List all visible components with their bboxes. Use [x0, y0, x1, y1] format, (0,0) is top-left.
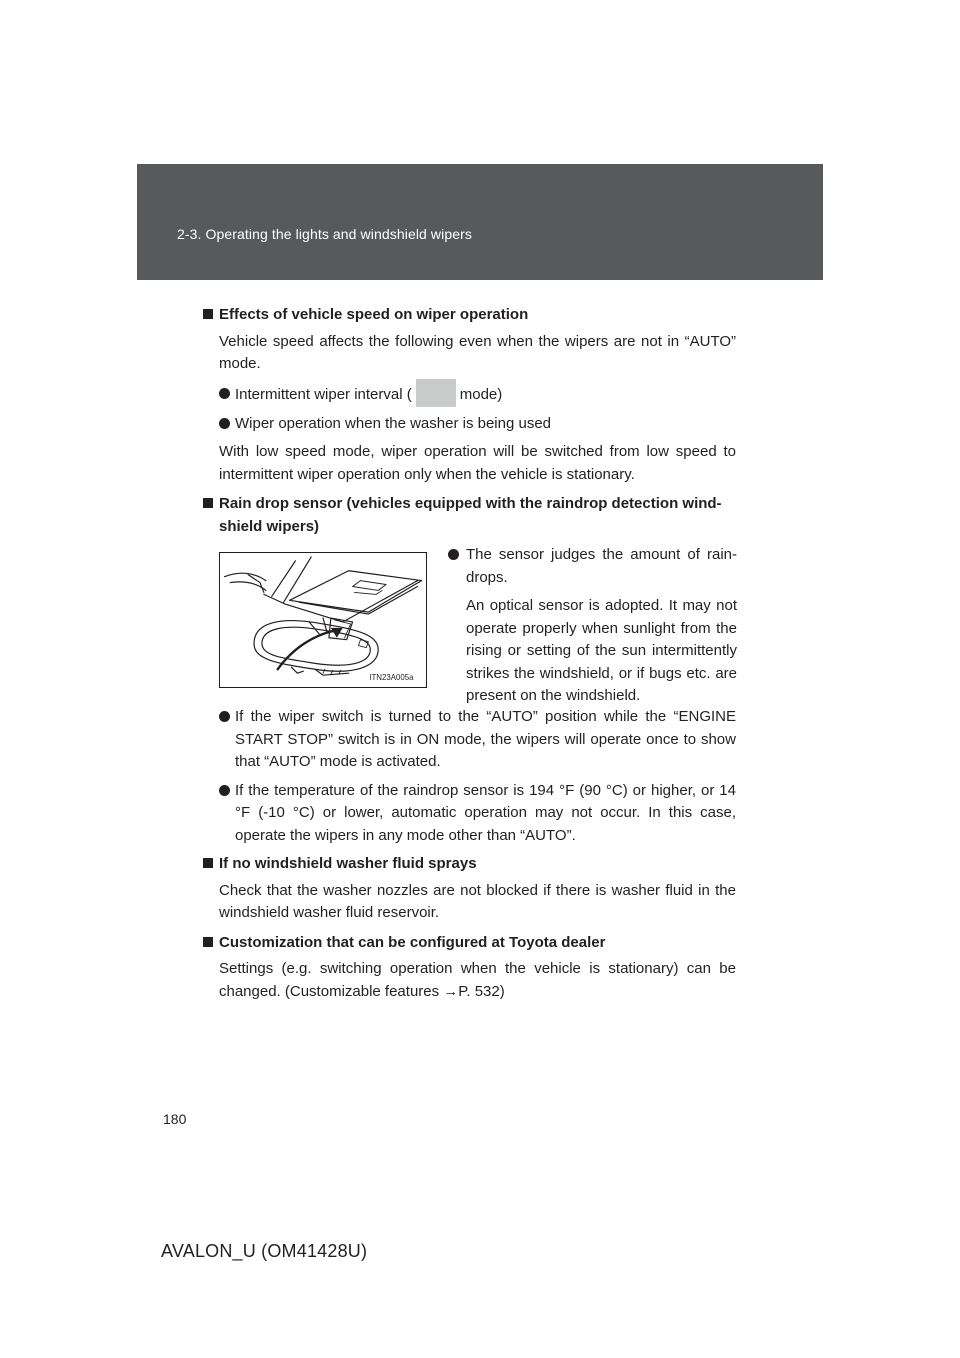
rear-view-mirror-sensor-drawing	[220, 553, 426, 687]
speed-note: With low speed mode, wiper operation will be switched from low speed to intermittent wiper operation only when the vehicle is stationary.	[219, 443, 736, 483]
manual-code-footer: AVALON_U (OM41428U)	[161, 1241, 368, 1261]
rain-sensor-illustration	[219, 552, 427, 688]
heading-customization: Customization that can be configured at Toyota dealer	[203, 932, 736, 955]
bullet-dot-icon	[219, 785, 230, 796]
page-number: 180	[163, 1111, 187, 1127]
bullet-temperature-limits: If the temperature of the raindrop sensor is 194 °F (90 °C) or higher, or 14 °F (-10 °C) or lower, automatic operation may not occur. In this case, operate the wipers in any mode other than “AUTO”.	[219, 780, 736, 848]
page-content	[203, 304, 736, 1010]
square-bullet-icon	[203, 498, 213, 508]
heading-rain-sensor: Rain drop sensor (vehicles equipped with the raindrop detection wind-shield wipers)	[203, 493, 736, 538]
square-bullet-icon	[203, 858, 213, 868]
bullet-dot-icon	[219, 711, 230, 722]
rain-sensor-figure-text	[448, 544, 737, 714]
intermittent-mode-symbol-icon	[416, 379, 456, 407]
section-title: 2-3. Operating the lights and windshield wipers	[177, 226, 472, 242]
bullet-sensor-judges: The sensor judges the amount of rain-drops.	[448, 544, 737, 589]
bullet-dot-icon	[219, 418, 230, 429]
bullet-dot-icon	[448, 549, 459, 560]
bullet-auto-once: If the wiper switch is turned to the “AUTO” position while the “ENGINE START STOP” switch is in ON mode, the wipers will operate once to show that “AUTO” mode is activated.	[219, 706, 736, 774]
bullet-dot-icon	[219, 388, 230, 399]
customization-body: Settings (e.g. switching operation when the vehicle is stationary) can be changed. (Customizable features →P. 532)	[219, 960, 736, 1000]
square-bullet-icon	[203, 937, 213, 947]
section-header-band	[137, 164, 823, 280]
bullet-washer-operation: Wiper operation when the washer is being used	[219, 413, 736, 436]
square-bullet-icon	[203, 309, 213, 319]
figure-code-label: ITN23A005a	[369, 673, 414, 683]
speed-intro: Vehicle speed affects the following even when the wipers are not in “AUTO” mode.	[219, 332, 736, 372]
sensor-optical-note: An optical sensor is adopted. It may not operate properly when sunlight from the rising or setting of the sun intermittently strikes the windshield, or if bugs etc. are present on the windshield.	[466, 597, 737, 704]
heading-no-washer-fluid: If no windshield washer fluid sprays	[203, 853, 736, 876]
rain-sensor-figure-row	[219, 544, 737, 704]
bullet-intermittent-interval: Intermittent wiper interval ( mode)	[219, 383, 736, 407]
heading-speed-effects: Effects of vehicle speed on wiper operation	[203, 304, 736, 327]
washer-body: Check that the washer nozzles are not blocked if there is washer fluid in the windshield washer fluid reservoir.	[219, 881, 736, 921]
